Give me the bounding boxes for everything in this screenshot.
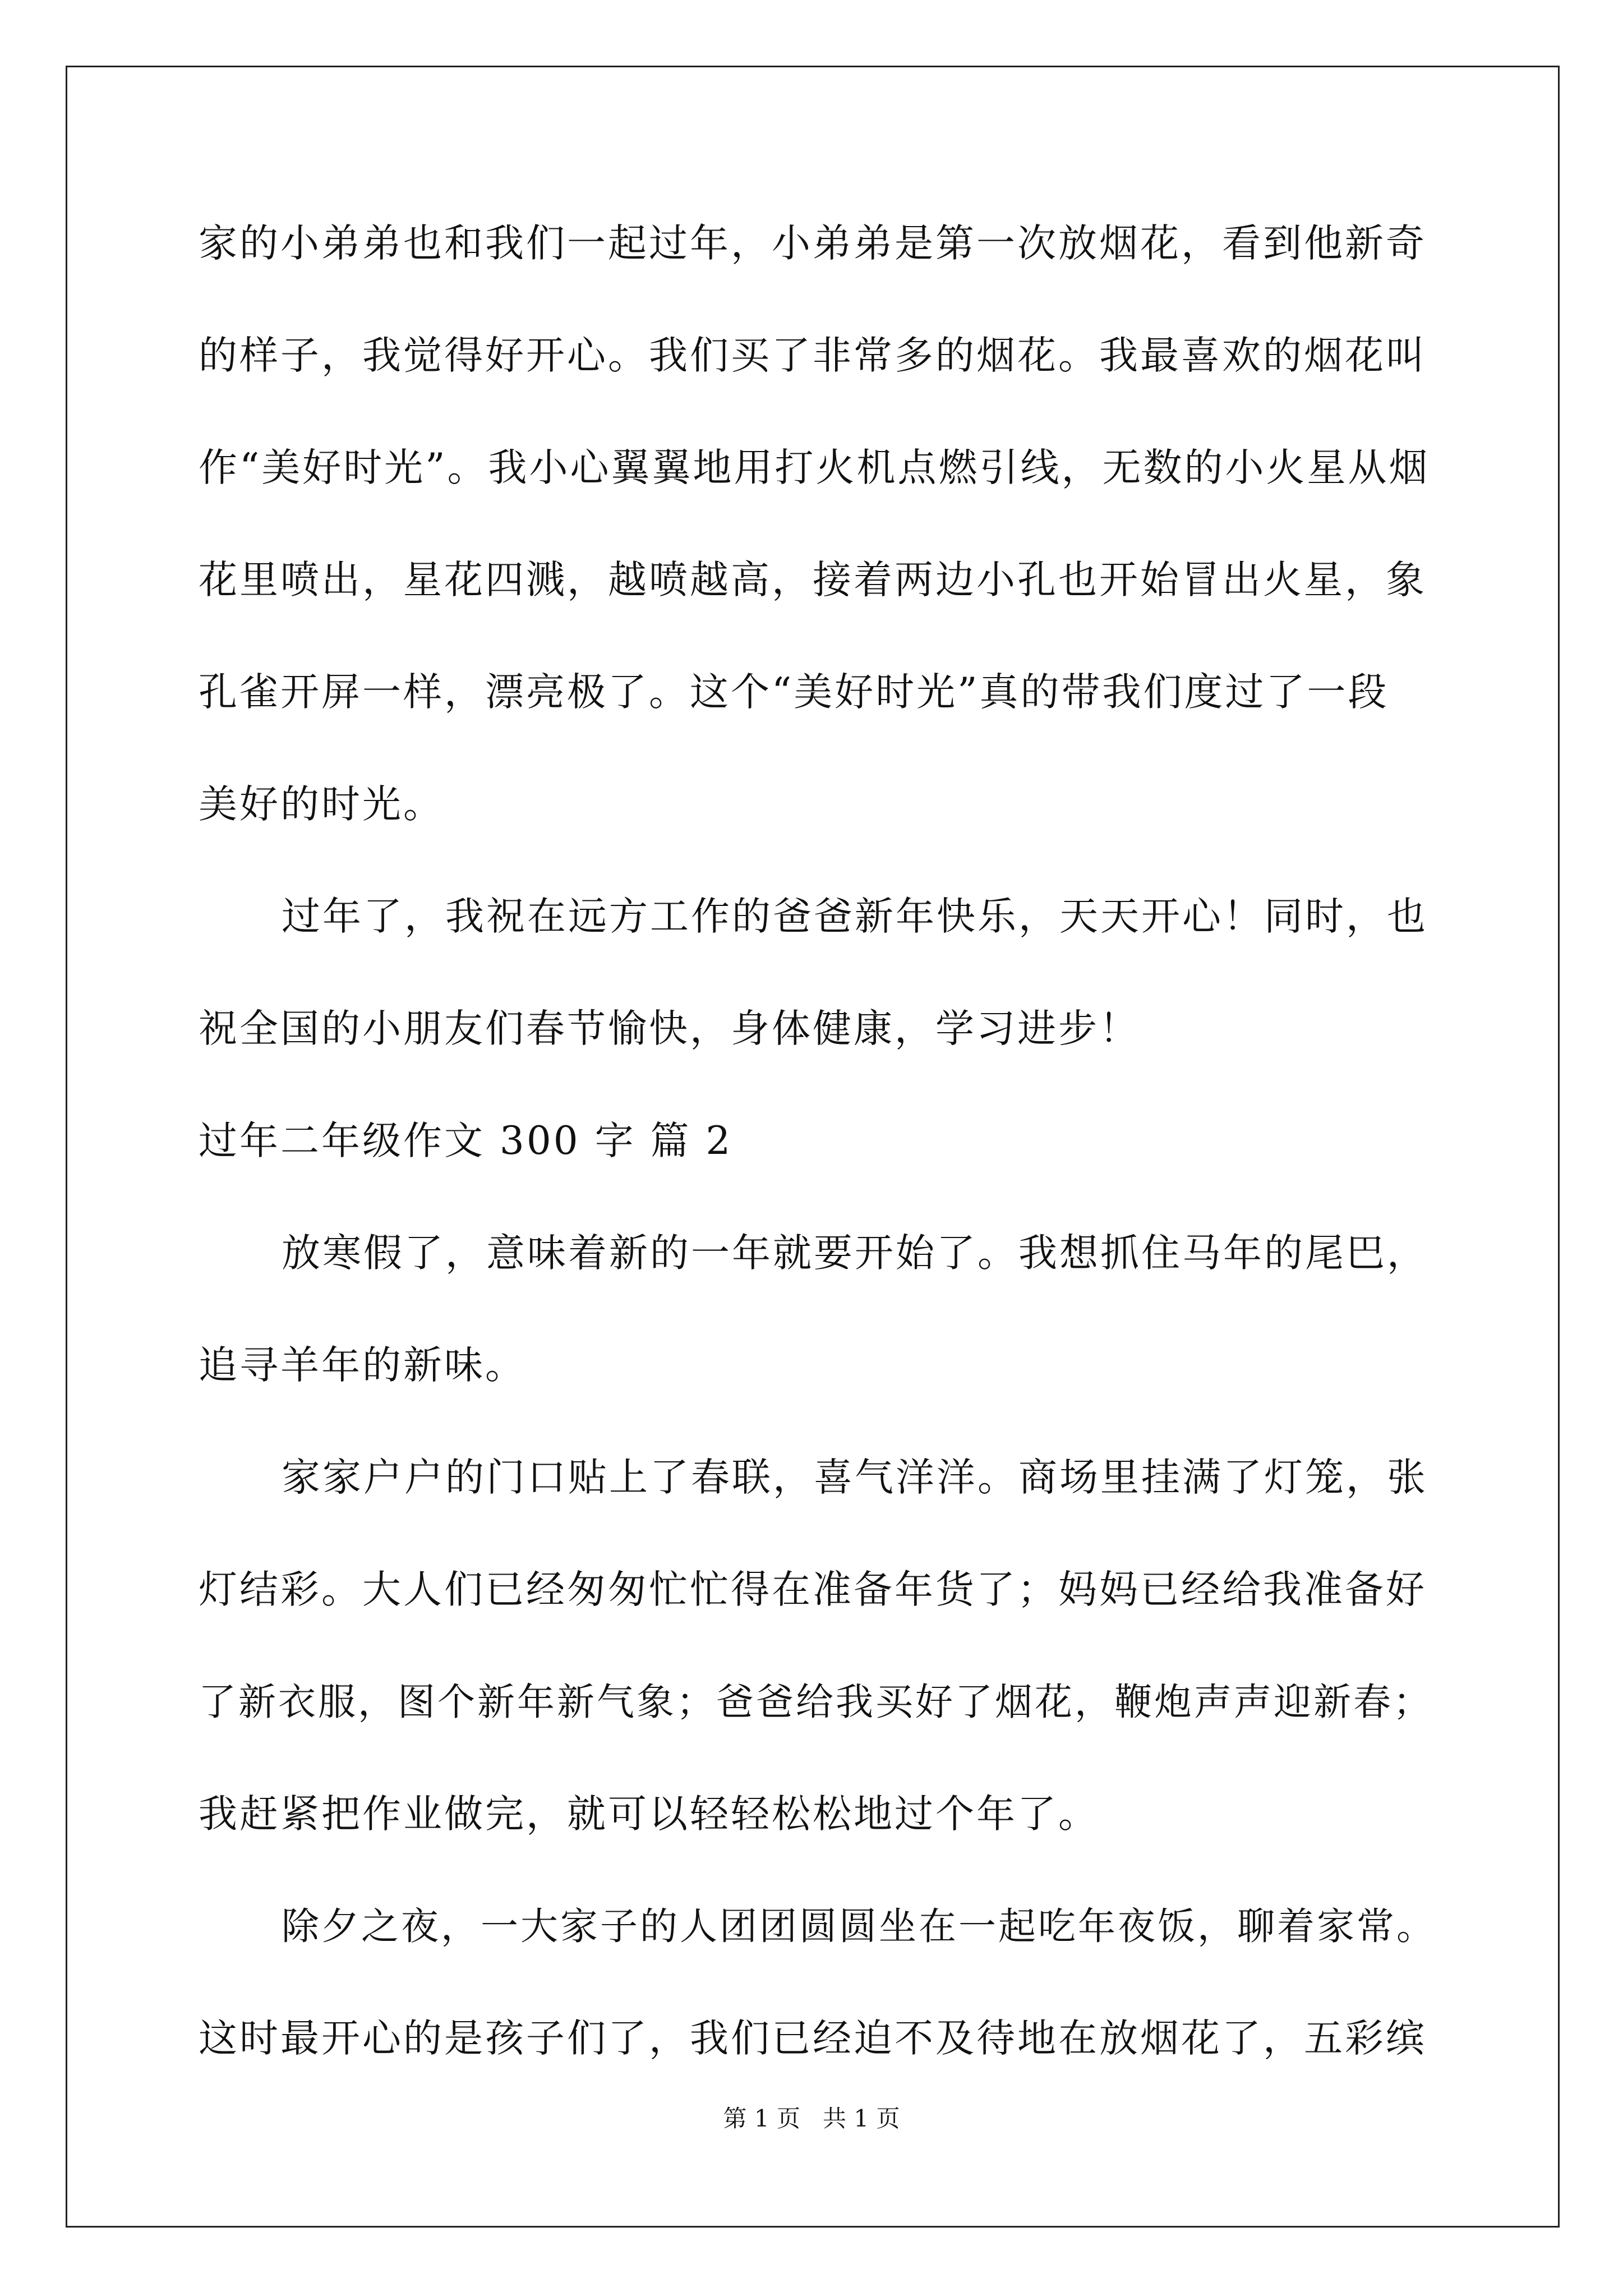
text-line: 的样子，我觉得好开心。我们买了非常多的烟花。我最喜欢的烟花叫 [199,333,1427,378]
text-line: 美好的时光。 [199,782,444,827]
text-line: 我赶紧把作业做完，就可以轻轻松松地过个年了。 [199,1792,1099,1837]
paragraph-first-line: 放寒假了，意味着新的一年就要开始了。我想抓住马年的尾巴， [282,1231,1428,1276]
text-line: 了新衣服，图个新年新气象；爸爸给我买好了烟花，鞭炮声声迎新春； [199,1680,1433,1724]
text-line: 孔雀开屏一样，漂亮极了。这个“美好时光”真的带我们度过了一段 [199,670,1389,715]
text-line: 花里喷出，星花四溅，越喷越高，接着两边小孔也开始冒出火星，象 [199,558,1427,602]
paragraph-first-line: 过年了，我祝在远方工作的爸爸新年快乐，天天开心！同时，也 [282,894,1428,939]
paragraph-first-line: 家家户户的门口贴上了春联，喜气洋洋。商场里挂满了灯笼，张 [282,1455,1428,1500]
text-line: 作“美好时光”。我小心翼翼地用打火机点燃引线，无数的小火星从烟 [199,445,1430,490]
text-line: 灯结彩。大人们已经匆匆忙忙得在准备年货了；妈妈已经给我准备好 [199,1567,1427,1612]
section-heading: 过年二年级作文 300 字 篇 2 [199,1119,733,1163]
text-line: 祝全国的小朋友们春节愉快，身体健康，学习进步！ [199,1006,1140,1051]
text-line: 追寻羊年的新味。 [199,1343,526,1388]
text-line: 这时最开心的是孩子们了，我们已经迫不及待地在放烟花了，五彩缤 [199,2016,1427,2061]
page-number-footer: 第 1 页 共 1 页 [723,2105,900,2132]
text-line: 家的小弟弟也和我们一起过年，小弟弟是第一次放烟花，看到他新奇 [199,221,1427,266]
paragraph-first-line: 除夕之夜，一大家子的人团团圆圆坐在一起吃年夜饭，聊着家常。 [282,1904,1436,1948]
